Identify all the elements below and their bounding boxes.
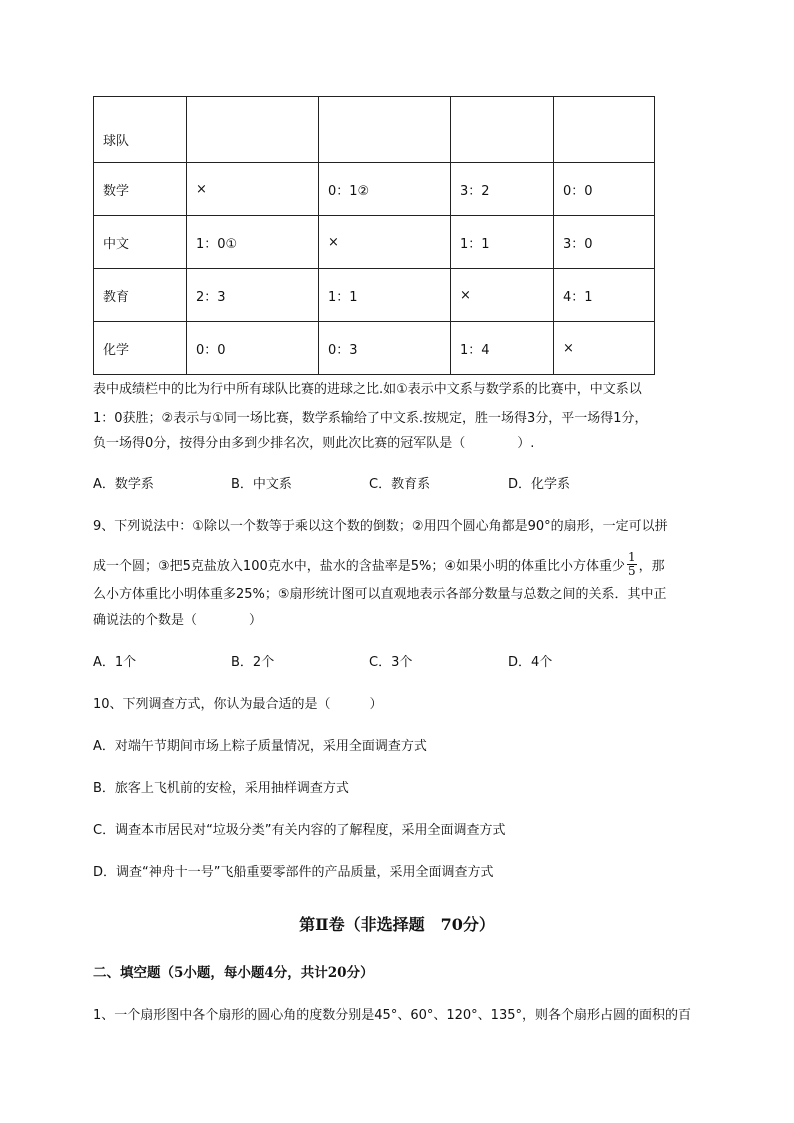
q8-text-line: 表中成绩栏中的比为行中所有球队比赛的进球之比.如①表示中文系与数学系的比赛中，中文系以 <box>93 382 642 397</box>
score-cell: 3：2 <box>451 163 554 216</box>
q10-option-a[interactable]: A．对端午节期间市场上粽子质量情况，采用全面调查方式 <box>93 739 427 754</box>
q9-option-a[interactable]: A．1个 <box>93 655 137 670</box>
score-cell: 1：0① <box>187 216 319 269</box>
table-row <box>94 269 655 322</box>
q9-text-line <box>93 550 665 580</box>
q8-option-d[interactable]: D．化学系 <box>508 477 571 492</box>
team-name-cell: 教育 <box>94 269 187 322</box>
header-cell <box>319 97 451 163</box>
score-cell: 2：3 <box>187 269 319 322</box>
q9-option-b[interactable]: B．2个 <box>231 655 275 670</box>
table-row <box>94 163 655 216</box>
score-cell: 0：1② <box>319 163 451 216</box>
q9-text-line: 么小方体重比小明体重多25%；⑤扇形统计图可以直观地表示各部分数量与总数之间的关系．其中正 <box>93 587 667 602</box>
table-row <box>94 322 655 375</box>
q9-option-c[interactable]: C．3个 <box>369 655 413 670</box>
score-cell: 1：4 <box>451 322 554 375</box>
q8-option-a[interactable]: A．数学系 <box>93 477 154 492</box>
q8-text-line: 1：0获胜；②表示与①同一场比赛，数学系输给了中文系.按规定，胜一场得3分，平一场得1分， <box>93 411 648 426</box>
header-cell <box>554 97 655 163</box>
q8-option-b[interactable]: B．中文系 <box>231 477 292 492</box>
q8-text-line: 负一场得0分，按得分由多到少排名次，则此次比赛的冠军队是（ ）. <box>93 436 535 451</box>
table-header-row <box>94 97 655 163</box>
score-table <box>93 96 655 375</box>
score-cell: 1：1 <box>451 216 554 269</box>
table-row <box>94 216 655 269</box>
team-name-cell: 数学 <box>94 163 187 216</box>
section-title: 第Ⅱ卷（非选择题 70分） <box>299 915 495 934</box>
score-cell: 1：1 <box>319 269 451 322</box>
score-cell: × <box>187 163 319 216</box>
header-cell <box>451 97 554 163</box>
score-cell: 0：0 <box>554 163 655 216</box>
q9-option-d[interactable]: D．4个 <box>508 655 553 670</box>
section-subtitle: 二、填空题（5小题，每小题4分，共计20分） <box>93 965 374 981</box>
header-cell: 球队 <box>94 97 187 163</box>
score-cell: 0：3 <box>319 322 451 375</box>
header-cell <box>187 97 319 163</box>
q10-option-d[interactable]: D．调查“神舟十一号”飞船重要零部件的产品质量，采用全面调查方式 <box>93 865 494 880</box>
q10-option-b[interactable]: B．旅客上飞机前的安检，采用抽样调查方式 <box>93 781 349 796</box>
fill-question-1: 1、一个扇形图中各个扇形的圆心角的度数分别是45°、60°、120°、135°，则各个扇形占圆的面积的百 <box>93 1008 691 1023</box>
fraction-denominator: 5 <box>628 564 636 578</box>
score-cell: × <box>319 216 451 269</box>
q9-text-segment: 成一个圆；③把5克盐放入100克水中，盐水的含盐率是5%；④如果小明的体重比小方体重少 <box>93 559 626 574</box>
q9-text-line: 9、下列说法中：①除以一个数等于乘以这个数的倒数；②用四个圆心角都是90°的扇形，一定可以拼 <box>93 519 668 534</box>
fraction-numerator: 1 <box>628 550 636 564</box>
q9-text-line: 确说法的个数是（ ） <box>93 613 263 628</box>
score-cell: 3：0 <box>554 216 655 269</box>
team-name-cell: 中文 <box>94 216 187 269</box>
q9-text-segment: ，那 <box>638 559 665 574</box>
score-cell: 0：0 <box>187 322 319 375</box>
score-table-container <box>93 96 655 375</box>
q10-option-c[interactable]: C．调查本市居民对“垃圾分类”有关内容的了解程度，采用全面调查方式 <box>93 823 506 838</box>
score-cell: 4：1 <box>554 269 655 322</box>
score-cell: × <box>451 269 554 322</box>
q8-option-c[interactable]: C．教育系 <box>369 477 431 492</box>
q10-stem: 10、下列调查方式，你认为最合适的是（ ） <box>93 697 383 712</box>
score-cell: × <box>554 322 655 375</box>
team-name-cell: 化学 <box>94 322 187 375</box>
fraction <box>627 551 637 578</box>
